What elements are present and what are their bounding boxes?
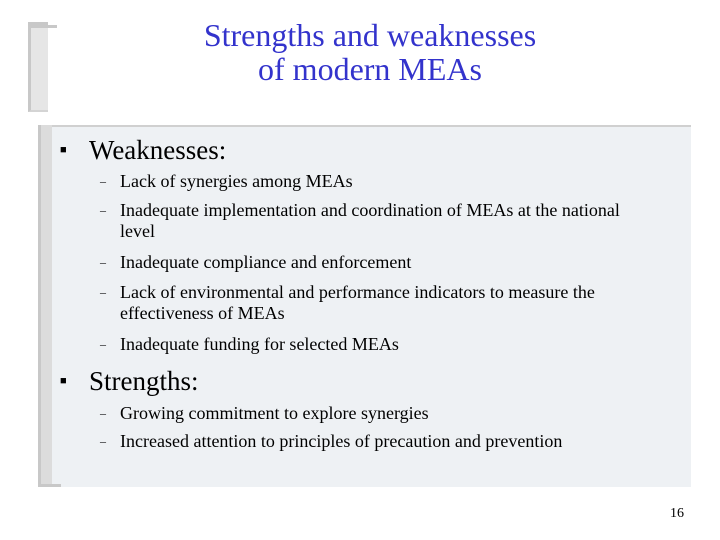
dash-icon: – (100, 174, 106, 188)
dash-icon: – (100, 285, 106, 299)
title-frame-bar (28, 22, 48, 112)
strength-item-text: Increased attention to principles of precaution and prevention (120, 431, 563, 451)
weakness-item-text: Inadequate funding for selected MEAs (120, 334, 399, 354)
strength-item-text: Growing commitment to explore synergies (120, 403, 429, 423)
weaknesses-heading: Weaknesses: (89, 135, 227, 165)
page-number: 16 (670, 506, 684, 521)
square-bullet-icon: ■ (60, 144, 67, 156)
panel-frame-bar (38, 125, 52, 487)
weakness-item-text: Lack of synergies among MEAs (120, 171, 353, 191)
dash-icon: – (100, 434, 106, 448)
weakness-item-text: Inadequate implementation and coordination of MEAs at the national level (120, 200, 620, 241)
strengths-heading: Strengths: (89, 366, 199, 396)
dash-icon: – (100, 203, 106, 217)
weakness-item-text: Lack of environmental and performance indicators to measure the effectiveness of MEAs (120, 282, 595, 323)
slide-title (100, 18, 640, 86)
slide-title-line-2: of modern MEAs (258, 51, 482, 87)
dash-icon: – (100, 337, 106, 351)
dash-icon: – (100, 406, 106, 420)
slide-title-line-1: Strengths and weaknesses (203, 17, 537, 53)
weakness-item-text: Inadequate compliance and enforcement (120, 252, 412, 272)
dash-icon: – (100, 255, 106, 269)
square-bullet-icon: ■ (60, 375, 67, 387)
